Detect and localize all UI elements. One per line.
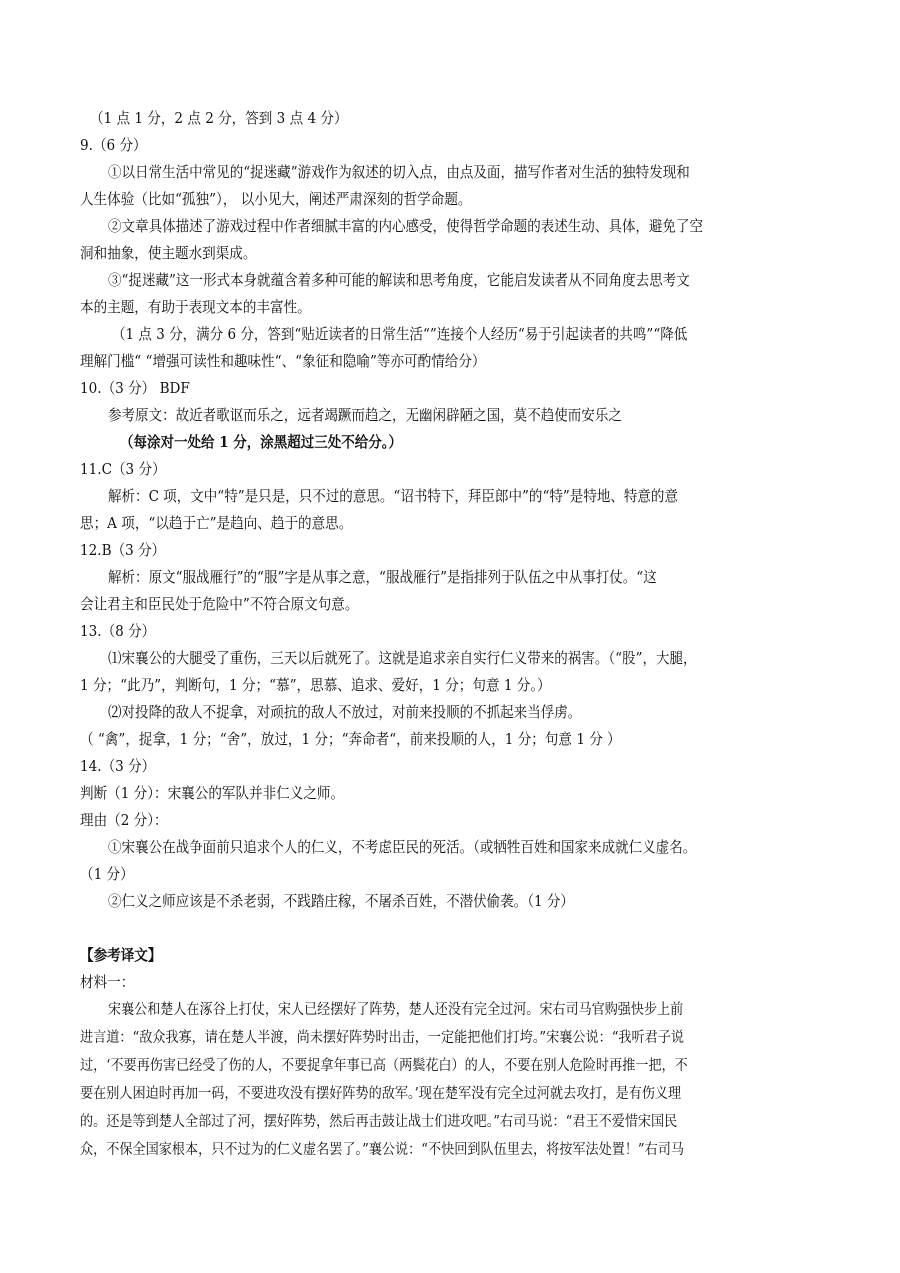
q14-reason-1: ①宋襄公在战争面前只追求个人的仁义，不考虑臣民的死活。（或牺牲百姓和国家来成就仁义虚名。 xyxy=(108,838,697,856)
q9-scoring-note-cont: 理解门槛“ “增强可读性和趣味性“、“象征和隐喻”等亦可酌情给分） xyxy=(80,352,486,370)
q10-heading: 10.（3 分） BDF xyxy=(80,379,190,397)
translation-line: 宋襄公和楚人在涿谷上打仗，宋人已经摆好了阵势，楚人还没有完全过河。宋右司马官购强快步上前 xyxy=(108,1002,684,1018)
q9-point-2-cont: 洞和抽象，使主题水到渠成。 xyxy=(80,244,257,262)
q8-scoring-note: （1 点 1 分，2 点 2 分，答到 3 点 4 分） xyxy=(90,109,348,127)
translation-line: 众，不保全国家根本，只不过为的仁义虚名罢了。”襄公说：“不快回到队伍里去，将按军法处置！”右司马 xyxy=(80,1142,685,1158)
q9-point-1: ①以日常生活中常见的“捉迷藏”游戏作为叙述的切入点，由点及面，描写作者对生活的独特发现和 xyxy=(108,163,690,181)
q9-scoring-note: （1 点 3 分，满分 6 分，答到“贴近读者的日常生活“”连接个人经历“易于引起读者的共鸣”“降低 xyxy=(112,325,688,343)
q13-heading: 13.（8 分） xyxy=(80,622,156,640)
q14-reason-heading: 理由（2 分）： xyxy=(80,811,168,829)
translation-heading: 【参考译文】 xyxy=(80,946,162,964)
translation-line: 要在别人困迫时再加一码，不要进攻没有摆好阵势的敌军。’现在楚军没有完全过河就去攻打，是有伤义理 xyxy=(80,1086,682,1102)
translation-line: 的。还是等到楚人全部过了河，摆好阵势，然后再击鼓让战士们进攻吧。”右司马说：“君王不爱惜宋国民 xyxy=(80,1114,678,1130)
q10-scoring-note: （每涂对一处给 1 分，涂黑超过三处不给分。） xyxy=(120,433,403,451)
q13-part-1: ⑴宋襄公的大腿受了重伤，三天以后就死了。这就是追求亲自实行仁义带来的祸害。（“股”，大腿， xyxy=(108,649,697,667)
q14-judgment: 判断（1 分）：宋襄公的军队并非仁义之师。 xyxy=(80,784,345,802)
q11-heading: 11.C（3 分） xyxy=(80,460,166,478)
q13-part-2-cont: （ “禽”，捉拿，1 分；“舍”，放过，1 分；“奔命者“，前来投顺的人，1 分；句意 1 分 ） xyxy=(80,730,621,748)
q9-point-3: ③“捉迷藏”这一形式本身就蕴含着多种可能的解读和思考角度，它能启发读者从不同角度去思考文 xyxy=(108,271,690,289)
q9-heading: 9.（6 分） xyxy=(80,136,147,154)
q9-point-1-cont: 人生体验（比如“孤独”）， 以小见大，阐述严肃深刻的哲学命题。 xyxy=(80,190,472,208)
q9-point-3-cont: 本的主题，有助于表现文本的丰富性。 xyxy=(80,298,311,316)
material-one-label: 材料一： xyxy=(80,973,135,991)
translation-line: 过，‘不要再伤害已经受了伤的人，不要捉拿年事已高（两鬓花白）的人，不要在别人危险时再推一把，不 xyxy=(80,1058,688,1074)
q11-analysis-cont: 思；A 项，“以趋于亡”是趋向、趋于的意思。 xyxy=(80,514,353,532)
q9-point-2: ②文章具体描述了游戏过程中作者细腻丰富的内心感受，使得哲学命题的表述生动、具体，避免了空 xyxy=(108,217,704,235)
q14-reason-2: ②仁义之师应该是不杀老弱，不践踏庄稼，不屠杀百姓，不潜伏偷袭。（1 分） xyxy=(108,892,574,910)
q11-analysis: 解析：C 项，文中“特”是只是，只不过的意思。“诏书特下，拜臣郎中”的“特”是特地、特意的意 xyxy=(108,487,678,505)
q10-reference-text: 参考原文：故近者歌讴而乐之，远者竭蹶而趋之，无幽闲辟陋之国，莫不趋使而安乐之 xyxy=(108,406,622,424)
translation-line: 进言道：“敌众我寡，请在楚人半渡，尚未摆好阵势时出击，一定能把他们打垮。”宋襄公说：“我听君子说 xyxy=(80,1030,685,1046)
q12-analysis: 解析：原文“服战雁行”的“服”字是从事之意，“服战雁行”是指排列于队伍之中从事打仗。“这 xyxy=(108,568,657,586)
q12-heading: 12.B（3 分） xyxy=(80,541,166,559)
q13-part-1-cont: 1 分；“此乃”，判断句，1 分；“慕”，思慕、追求、爱好，1 分；句意 1 分。） xyxy=(80,676,551,694)
q12-analysis-cont: 会让君主和臣民处于危险中”不符合原文句意。 xyxy=(80,595,359,613)
q14-heading: 14.（3 分） xyxy=(80,757,156,775)
q14-reason-1-cont: （1 分） xyxy=(80,865,134,883)
q13-part-2: ⑵对投降的敌人不捉拿，对顽抗的敌人不放过，对前来投顺的不抓起来当俘虏。 xyxy=(108,703,582,721)
